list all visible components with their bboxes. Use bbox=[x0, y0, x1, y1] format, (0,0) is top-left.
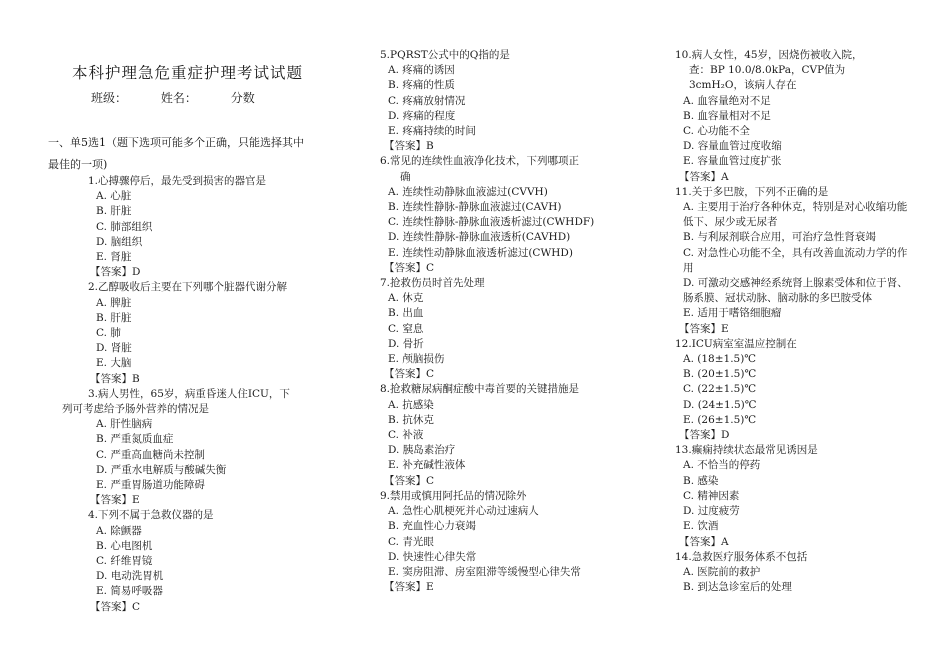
answer-key: 【答案】C bbox=[90, 600, 141, 613]
name-label: 姓名： bbox=[160, 91, 197, 105]
answer-option: B. 抗休克 bbox=[388, 413, 434, 426]
answer-option: B. 感染 bbox=[683, 474, 719, 487]
answer-option: A. 连续性动静脉血液滤过(CVVH) bbox=[388, 185, 548, 198]
answer-option: A. 急性心肌梗死并心动过速病人 bbox=[388, 505, 539, 518]
answer-option: B. 肝脏 bbox=[96, 205, 132, 218]
question-block bbox=[675, 443, 910, 549]
question-text: 14.急救医疗服务体系不包括 bbox=[675, 550, 808, 563]
section-heading: 一、单5选1（题下选项可能多个正确，只能选择其中最佳的一项) bbox=[48, 136, 304, 171]
question-block bbox=[48, 280, 333, 386]
answer-option: C. 连续性静脉-静脉血液透析滤过(CWHDF) bbox=[388, 216, 595, 229]
answer-option: B. (20±1.5)℃ bbox=[683, 368, 757, 381]
answer-option: B. 肝脏 bbox=[96, 311, 132, 324]
answer-option: C. 心功能不全 bbox=[683, 125, 750, 138]
answer-option: A. (18±1.5)℃ bbox=[683, 353, 757, 366]
answer-option: C. 补液 bbox=[388, 429, 424, 442]
answer-key: 【答案】B bbox=[384, 140, 434, 153]
question-block bbox=[48, 174, 333, 280]
question-block bbox=[380, 489, 630, 595]
answer-option: E. 适用于嗜铬细胞瘤 bbox=[683, 307, 782, 320]
answer-option: D. 脑组织 bbox=[96, 235, 143, 248]
question-block bbox=[380, 48, 630, 154]
column-1 bbox=[48, 174, 333, 615]
answer-option: C. 肺 bbox=[96, 327, 121, 340]
answer-option: D. 严重水电解质与酸碱失衡 bbox=[96, 463, 227, 476]
question-text-cont: 3cmH₂O，该病人存在 bbox=[689, 79, 797, 92]
answer-option: E. (26±1.5)℃ bbox=[683, 413, 757, 426]
question-block bbox=[675, 550, 910, 596]
answer-option: C. 严重高血糖尚未控制 bbox=[96, 448, 205, 461]
question-text-cont: 列可考虑给予肠外营养的情况是 bbox=[62, 403, 209, 416]
answer-option: C. 青光眼 bbox=[388, 535, 434, 548]
answer-option: A. 医院前的救护 bbox=[683, 565, 761, 578]
question-text: 10.病人女性，45岁，因烧伤被收入院， bbox=[675, 49, 863, 61]
question-text: 4.下列不属于急救仪器的是 bbox=[88, 509, 214, 522]
answer-option: A. 脾脏 bbox=[96, 296, 132, 309]
question-text: 9.禁用或慎用阿托品的情况除外 bbox=[380, 489, 527, 502]
answer-option: D. 骨折 bbox=[388, 337, 424, 350]
score-label: 分数 bbox=[230, 91, 255, 105]
answer-option: E. 疼痛持续的时间 bbox=[388, 125, 476, 138]
question-block bbox=[380, 276, 630, 382]
question-block bbox=[675, 337, 910, 443]
question-text: 8.抢救糖尿病酮症酸中毒首要的关键措施是 bbox=[380, 383, 580, 396]
answer-option: C. 纤维胃镜 bbox=[96, 555, 153, 568]
answer-option: D. (24±1.5)℃ bbox=[683, 398, 757, 411]
answer-option: A. 心脏 bbox=[96, 190, 132, 203]
answer-option: A. 主要用于治疗各种休克，特别是对心收缩功能低下、尿少或无尿者 bbox=[683, 201, 908, 229]
question-text-cont: 查：BP 10.0/8.0kPa，CVP值为 bbox=[689, 64, 846, 77]
answer-option: A. 疼痛的诱因 bbox=[388, 64, 455, 77]
answer-option: B. 血容量相对不足 bbox=[683, 109, 771, 122]
answer-option: B. 充血性心力衰竭 bbox=[388, 520, 476, 533]
question-block bbox=[48, 508, 333, 614]
class-label: 班级： bbox=[91, 91, 128, 105]
answer-option: D. 胰岛素治疗 bbox=[388, 444, 456, 457]
question-block bbox=[48, 387, 333, 509]
answer-option: B. 严重氮质血症 bbox=[96, 433, 174, 446]
answer-key: 【答案】D bbox=[90, 266, 141, 279]
exam-title: 本科护理急危重症护理考试试题 bbox=[72, 64, 304, 82]
answer-key: 【答案】B bbox=[90, 372, 140, 385]
question-text: 11.关于多巴胺，下列不正确的是 bbox=[675, 185, 829, 198]
question-block bbox=[675, 185, 910, 337]
answer-option: E. 连续性动静脉血液透析滤过(CWHD) bbox=[388, 246, 573, 259]
question-text-cont: 确 bbox=[400, 170, 411, 183]
answer-option: E. 饮酒 bbox=[683, 520, 719, 533]
question-text: 3.病人男性，65岁，病重昏迷人住ICU，下 bbox=[88, 387, 290, 400]
column-2 bbox=[380, 48, 630, 595]
question-block bbox=[380, 154, 630, 276]
answer-option: D. 过度疲劳 bbox=[683, 505, 740, 518]
answer-key: 【答案】E bbox=[90, 494, 140, 507]
answer-option: E. 严重胃肠道功能障碍 bbox=[96, 479, 205, 492]
answer-key: 【答案】E bbox=[384, 581, 434, 594]
answer-option: B. 出血 bbox=[388, 307, 424, 320]
answer-option: B. 疼痛的性质 bbox=[388, 79, 455, 92]
answer-option: C. 对急性心功能不全，具有改善血流动力学的作用 bbox=[683, 246, 908, 274]
answer-option: D. 连续性静脉-静脉血液透析(CAVHD) bbox=[388, 231, 571, 244]
answer-option: D. 电动洗胃机 bbox=[96, 570, 164, 583]
answer-option: B. 连续性静脉-静脉血液滤过(CAVH) bbox=[388, 201, 562, 214]
question-text: 13.癫痫持续状态最常见诱因是 bbox=[675, 444, 818, 457]
answer-option: A. 血容量绝对不足 bbox=[683, 94, 771, 107]
answer-option: D. 快速性心律失常 bbox=[388, 550, 477, 563]
question-text: 6.常见的连续性血液净化技术，下列哪项正 bbox=[380, 155, 580, 168]
answer-option: E. 肾脏 bbox=[96, 251, 132, 264]
question-block bbox=[675, 48, 910, 185]
answer-option: A. 不恰当的停药 bbox=[683, 459, 761, 472]
answer-option: C. 精神因素 bbox=[683, 489, 740, 502]
question-block bbox=[380, 382, 630, 488]
question-text: 7.抢救伤员时首先处理 bbox=[380, 277, 485, 290]
answer-option: C. 肺部组织 bbox=[96, 220, 153, 233]
answer-option: D. 疼痛的程度 bbox=[388, 109, 456, 122]
answer-option: E. 大脑 bbox=[96, 357, 132, 370]
column-3 bbox=[675, 48, 910, 595]
answer-option: D. 可激动交感神经系统肾上腺素受体和位于肾、肠系膜、冠状动脉、脑动脉的多巴胺受体 bbox=[683, 277, 908, 305]
answer-option: A. 肝性脑病 bbox=[96, 418, 153, 431]
answer-option: E. 窦房阻滞、房室阻滞等缓慢型心律失常 bbox=[388, 565, 581, 578]
answer-option: C. (22±1.5)℃ bbox=[683, 383, 757, 396]
answer-key: 【答案】D bbox=[679, 429, 730, 442]
answer-option: A. 休克 bbox=[388, 292, 424, 305]
question-text: 2.乙醇吸收后主要在下列哪个脏器代谢分解 bbox=[88, 281, 288, 294]
answer-key: 【答案】A bbox=[679, 535, 729, 548]
answer-key: 【答案】C bbox=[384, 368, 435, 381]
answer-option: B. 与利尿剂联合应用，可治疗急性肾衰竭 bbox=[683, 231, 876, 244]
answer-option: B. 到达急诊室后的处理 bbox=[683, 581, 792, 594]
answer-option: D. 容量血管过度收缩 bbox=[683, 140, 782, 153]
answer-option: E. 简易呼吸器 bbox=[96, 585, 163, 598]
answer-option: C. 窒息 bbox=[388, 322, 424, 335]
answer-option: E. 颅脑损伤 bbox=[388, 353, 445, 366]
question-text: 5.PQRST公式中的Q指的是 bbox=[380, 49, 510, 61]
answer-option: D. 肾脏 bbox=[96, 342, 132, 355]
answer-option: E. 容量血管过度扩张 bbox=[683, 155, 782, 168]
answer-option: A. 除颤器 bbox=[96, 524, 142, 537]
question-text: 12.ICU病室室温应控制在 bbox=[675, 337, 797, 350]
answer-key: 【答案】A bbox=[679, 170, 729, 183]
answer-key: 【答案】C bbox=[384, 261, 435, 274]
answer-key: 【答案】E bbox=[679, 322, 729, 335]
answer-option: B. 心电图机 bbox=[96, 539, 153, 552]
exam-meta bbox=[91, 91, 285, 106]
answer-option: E. 补充碱性液体 bbox=[388, 459, 466, 472]
answer-key: 【答案】C bbox=[384, 474, 435, 487]
answer-option: C. 疼痛放射情况 bbox=[388, 94, 466, 107]
question-text: 1.心搏骤停后，最先受到损害的器官是 bbox=[88, 175, 267, 187]
answer-option: A. 抗感染 bbox=[388, 398, 434, 411]
